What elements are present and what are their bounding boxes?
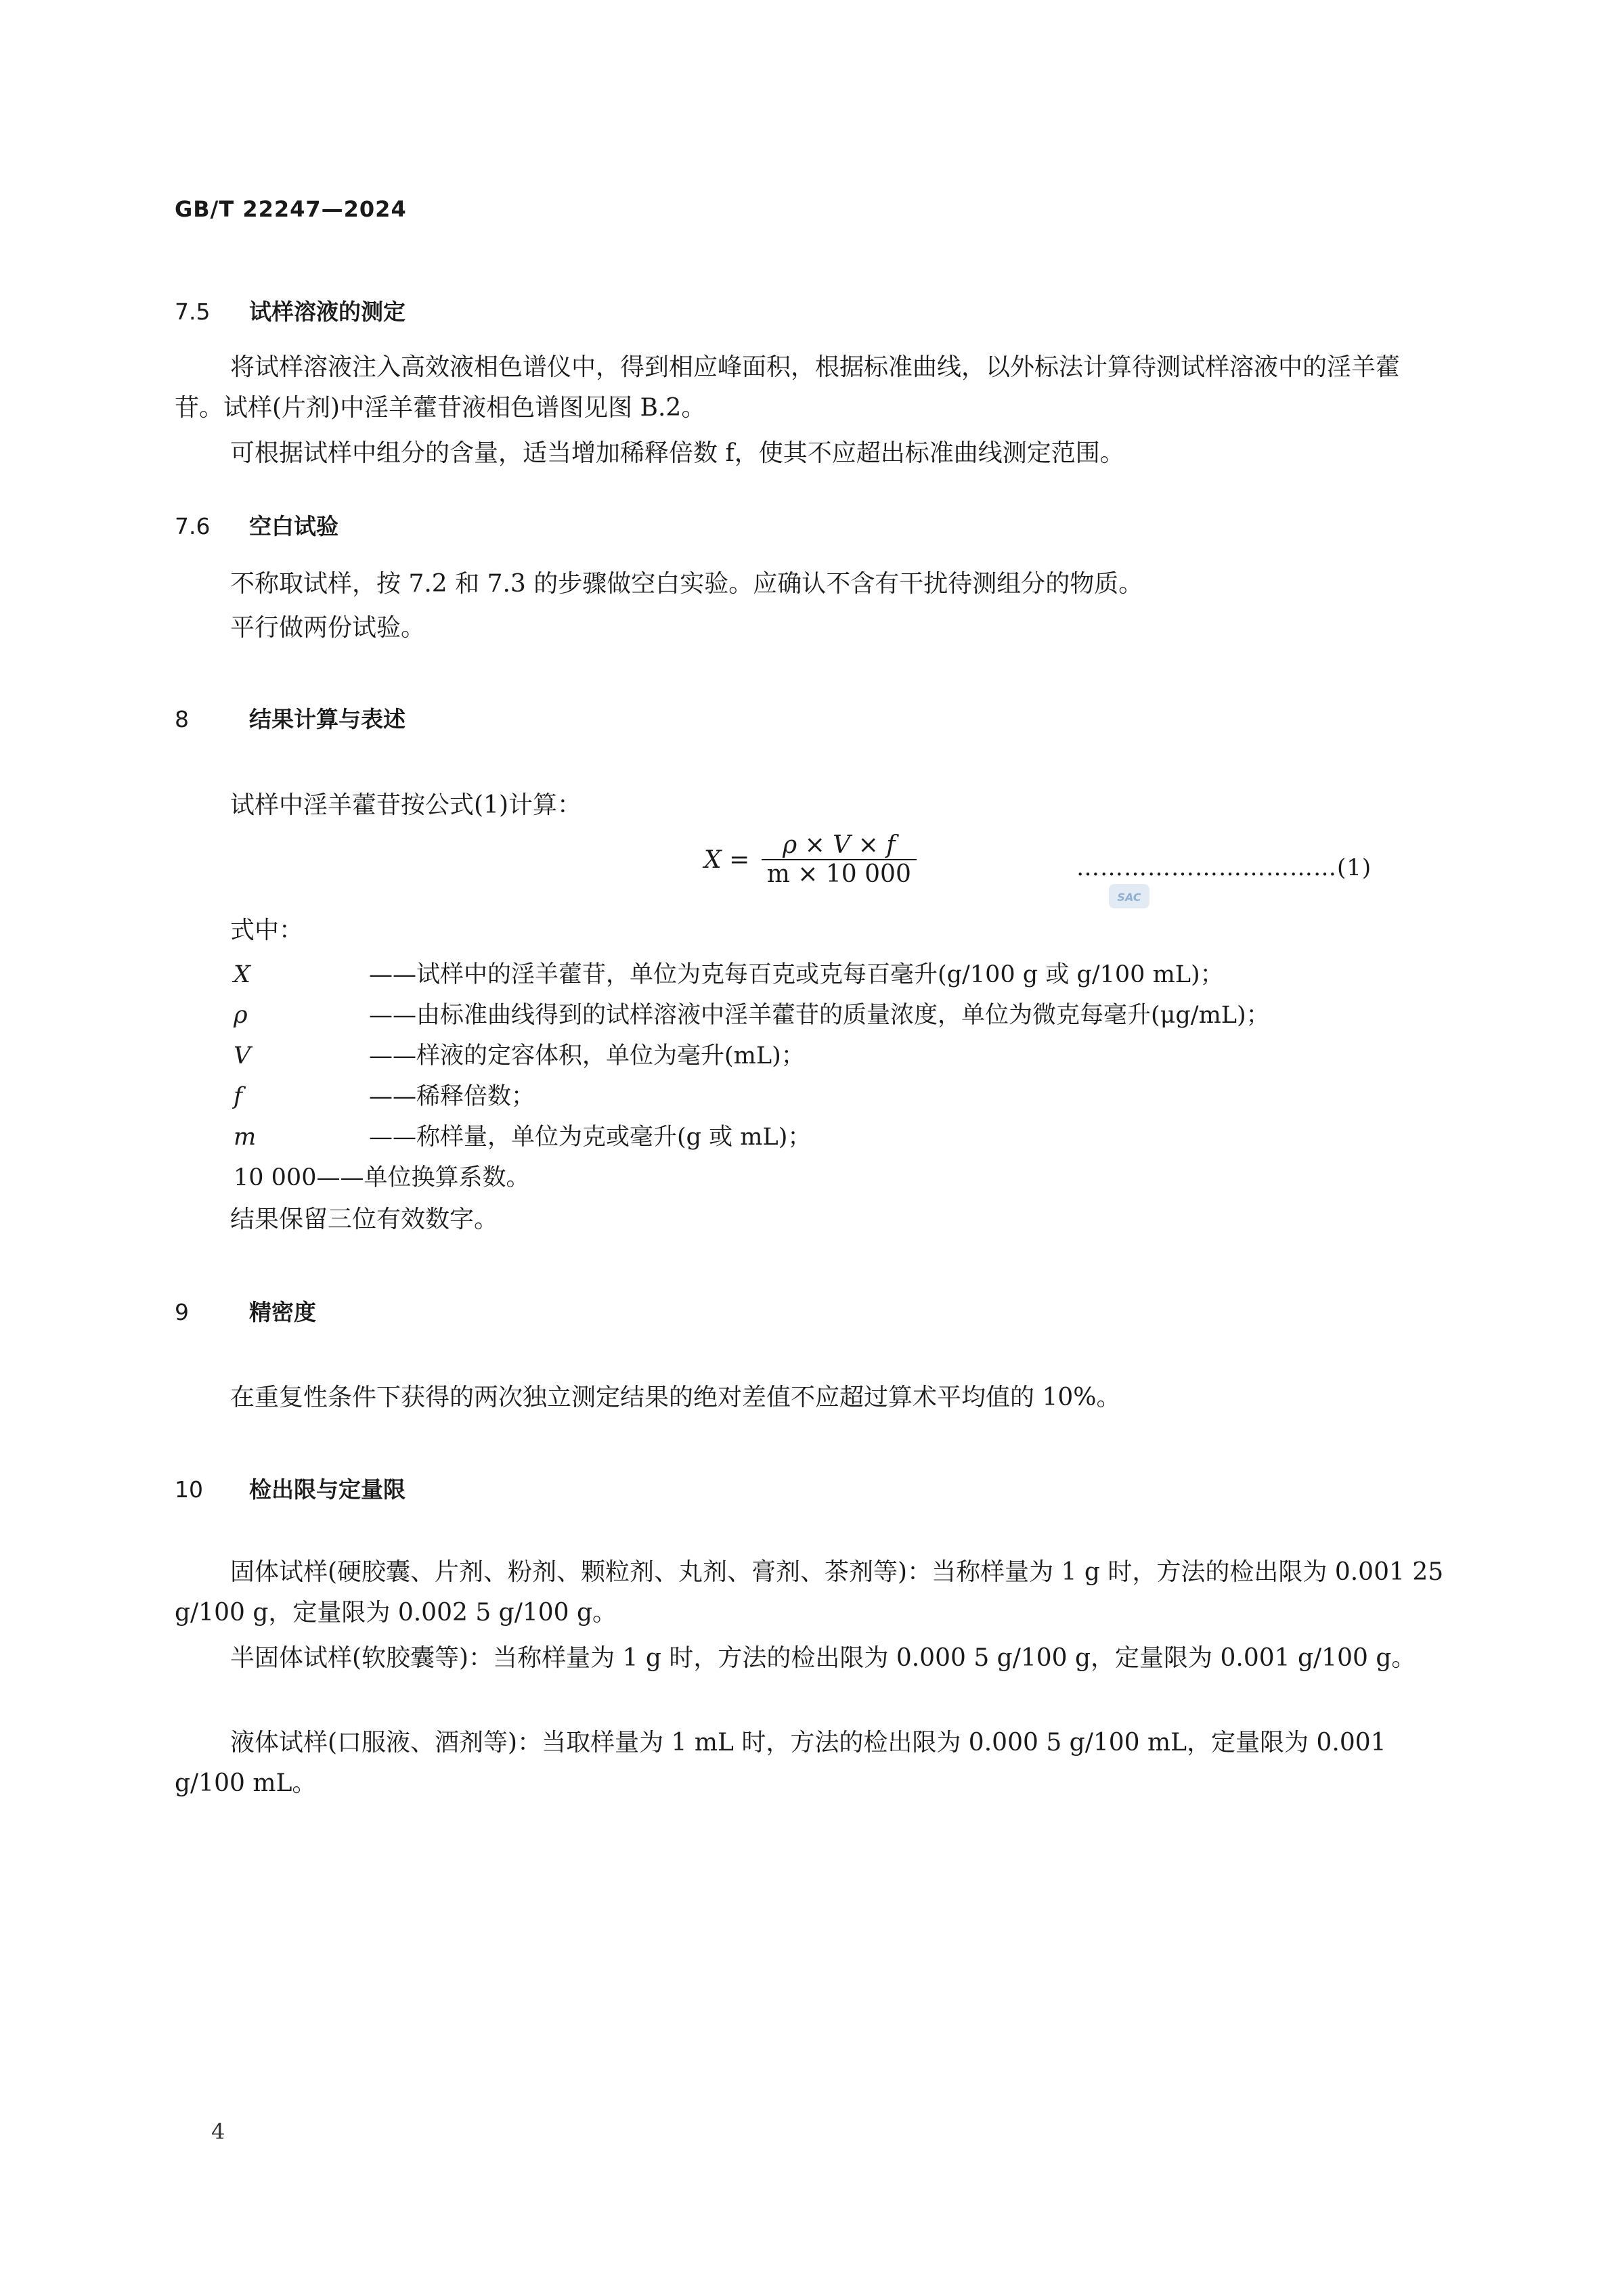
definition-symbol: 10 000 <box>234 1164 317 1191</box>
formula-numerator: ρ × V × f <box>762 831 917 860</box>
formula-intro: 试样中淫羊藿苷按公式(1)计算： <box>230 791 582 819</box>
sac-watermark-text: SAC <box>1117 891 1141 904</box>
section-number: 7.5 <box>175 299 211 325</box>
definition-symbol: X <box>234 961 250 988</box>
definition-symbol: m <box>234 1124 257 1151</box>
definition-row <box>234 1159 529 1198</box>
section-9-heading <box>175 1295 316 1327</box>
definition-row <box>234 1078 535 1117</box>
section-title: 结果计算与表述 <box>249 706 406 732</box>
section-number: 7.6 <box>175 513 211 539</box>
section-title: 空白试验 <box>249 513 338 539</box>
section-9-paragraph-1: 在重复性条件下获得的两次独立测定结果的绝对差值不应超过算术平均值的 10%。 <box>230 1384 1121 1411</box>
paragraph-text: 半固体试样(软胶囊等)：当称样量为 1 g 时，方法的检出限为 0.000 5 g/100 g，定量限为 0.001 g/100 g。 <box>230 1644 1416 1672</box>
paragraph-text: 液体试样(口服液、酒剂等)：当取样量为 1 mL 时，方法的检出限为 0.000 5 g/100 mL，定量限为 0.001 g/100 mL。 <box>175 1729 1386 1797</box>
formula-lhs: X = <box>704 845 750 874</box>
section-title: 精密度 <box>249 1299 316 1325</box>
section-7-5-paragraph-2: 可根据试样中组分的含量，适当增加稀释倍数 f，使其不应超出标准曲线测定范围。 <box>230 439 1124 467</box>
section-10-heading <box>175 1472 406 1504</box>
section-7-6-paragraph-2: 平行做两份试验。 <box>230 614 426 642</box>
section-10-paragraph-2 <box>175 1638 1444 1679</box>
section-number: 9 <box>175 1299 189 1325</box>
definition-row <box>234 996 1270 1036</box>
section-10-paragraph-3 <box>175 1723 1444 1804</box>
section-number: 10 <box>175 1476 203 1503</box>
result-note: 结果保留三位有效数字。 <box>230 1206 499 1233</box>
definition-text: ——由标准曲线得到的试样溶液中淫羊藿苷的质量浓度，单位为微克每毫升(μg/mL)； <box>369 1002 1270 1029</box>
definition-row <box>234 1118 811 1157</box>
document-code: GB/T 22247—2024 <box>175 196 407 222</box>
formula-denominator: m × 10 000 <box>766 860 911 888</box>
sac-watermark <box>1108 881 1151 911</box>
paragraph-text: 固体试样(硬胶囊、片剂、粉剂、颗粒剂、丸剂、膏剂、茶剂等)：当称样量为 1 g 时，方法的检出限为 0.001 25 g/100 g，定量限为 0.002 5 g/100 g。 <box>175 1558 1444 1627</box>
section-10-paragraph-1 <box>175 1552 1444 1633</box>
section-7-5-paragraph-1 <box>175 347 1444 428</box>
section-number: 8 <box>175 706 189 732</box>
definition-symbol: ρ <box>234 1002 248 1029</box>
where-label: 式中： <box>230 917 304 944</box>
section-7-6-heading <box>175 509 338 541</box>
section-8-heading <box>175 702 406 734</box>
definition-text: ——试样中的淫羊藿苷，单位为克每百克或克每百毫升(g/100 g 或 g/100 mL)； <box>369 961 1224 988</box>
formula-1 <box>704 831 917 888</box>
definition-row <box>234 956 1224 995</box>
definition-row <box>234 1037 805 1076</box>
formula-fraction <box>762 831 917 888</box>
section-title: 试样溶液的测定 <box>249 299 406 325</box>
section-7-5-heading <box>175 294 406 326</box>
page-number: 4 <box>211 2119 225 2144</box>
definition-text: ——称样量，单位为克或毫升(g 或 mL)； <box>369 1124 812 1151</box>
equation-number: ……………………………(1) <box>1076 854 1372 881</box>
section-7-6-paragraph-1: 不称取试样，按 7.2 和 7.3 的步骤做空白实验。应确认不含有干扰待测组分的物质。 <box>230 570 1143 598</box>
definition-symbol: f <box>234 1083 242 1110</box>
definition-text: ——单位换算系数。 <box>316 1164 530 1191</box>
definition-text: ——样液的定容体积，单位为毫升(mL)； <box>369 1042 805 1069</box>
paragraph-text: 将试样溶液注入高效液相色谱仪中，得到相应峰面积，根据标准曲线，以外标法计算待测试样溶液中的淫羊藿苷。试样(片剂)中淫羊藿苷液相色谱图见图 B.2。 <box>175 353 1401 422</box>
definition-symbol: V <box>234 1042 251 1069</box>
section-title: 检出限与定量限 <box>249 1476 406 1503</box>
definition-text: ——稀释倍数； <box>369 1083 535 1110</box>
